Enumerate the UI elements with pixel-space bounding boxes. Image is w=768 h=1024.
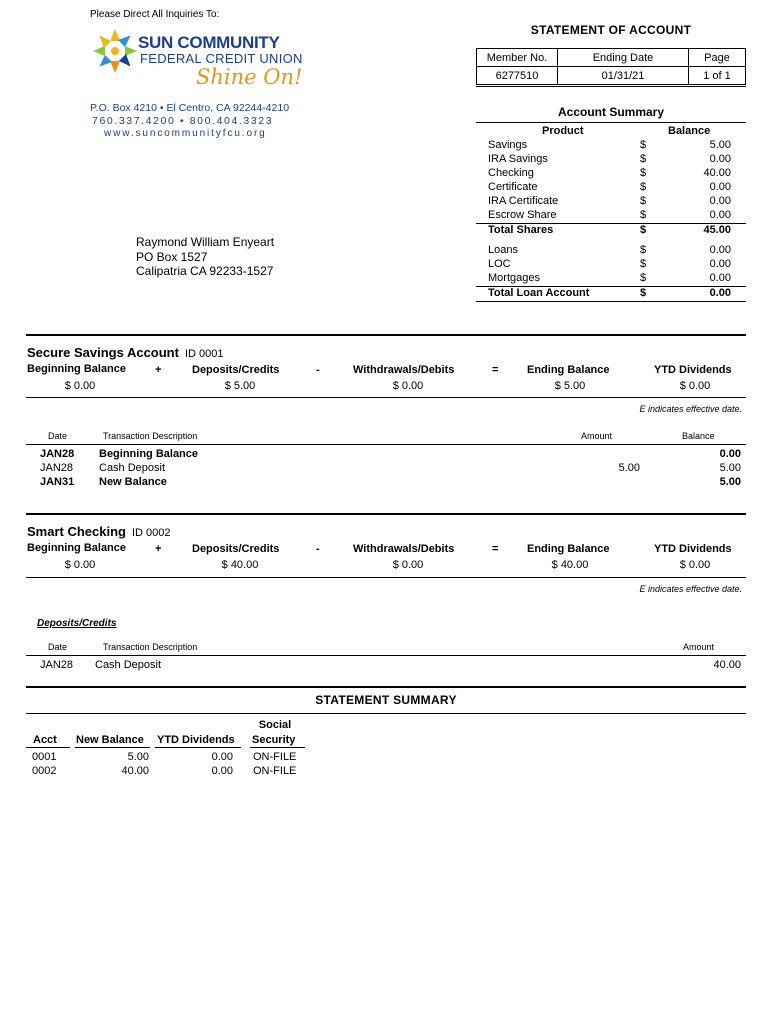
checking-effective-note: E indicates effective date. [639,584,742,594]
product-name: Checking [488,167,534,179]
product-name: Escrow Share [488,209,557,221]
checking-ending-label: Ending Balance [527,543,610,555]
account-summary-header [476,125,746,139]
checking-ytd-label: YTD Dividends [654,543,732,555]
col-new-balance: New Balance [76,734,144,746]
product-balance: 0.00 [709,195,731,207]
checking-minus: - [316,543,320,555]
ending-date-header: Ending Date [558,49,689,67]
product-balance: 45.00 [703,224,731,236]
checking-withdrawals-label: Withdrawals/Debits [353,543,455,555]
tx-balance: 0.00 [719,448,741,460]
currency-symbol: $ [640,224,647,236]
currency-symbol: $ [640,181,647,193]
checking-title-text: Smart Checking [27,524,126,539]
currency-symbol: $ [640,167,647,179]
product-balance: 0.00 [709,209,731,221]
currency-symbol: $ [640,153,647,165]
transaction-row [26,448,746,462]
summary-row [26,765,326,779]
col-social-line1: Social [258,719,292,731]
transaction-row [26,476,746,490]
product-balance: 0.00 [709,258,731,270]
savings-date-header: Date [48,431,68,441]
tx-amount: 40.00 [713,659,741,671]
savings-effective-note: E indicates effective date. [639,404,742,414]
statement-title: STATEMENT OF ACCOUNT [530,23,692,37]
ending-date: 01/31/21 [558,67,689,85]
member-name: Raymond William Enyeart [136,235,275,249]
checking-amount-header: Amount [683,642,715,652]
col-social-line2: Security [252,734,296,746]
checking-beginning-value: $ 0.00 [64,559,96,571]
account-summary-title: Account Summary [557,105,665,119]
savings-plus: + [155,364,162,376]
logo-tagline: Shine On! [196,65,303,89]
product-balance: 40.00 [703,167,731,179]
savings-deposits-value: $ 5.00 [224,380,256,392]
member-city: Calipatria CA 92233-1527 [136,264,274,278]
product-balance: 0.00 [709,153,731,165]
loan-row [476,258,746,272]
checking-transactions [26,659,746,673]
savings-ending-label: Ending Balance [527,364,610,376]
col-ytd-dividends: YTD Dividends [157,734,235,746]
share-row [476,167,746,181]
product-balance: 0.00 [709,287,731,299]
statement-summary-title: STATEMENT SUMMARY [315,693,457,707]
col-acct: Acct [33,734,57,746]
sun-logo-icon [92,28,138,74]
inquiries-label: Please Direct All Inquiries To: [90,9,220,20]
savings-ending-value: $ 5.00 [554,380,586,392]
savings-withdrawals-label: Withdrawals/Debits [353,364,455,376]
savings-amount-header: Amount [581,431,613,441]
savings-balance-header: Balance [682,431,715,441]
checking-equals: = [492,543,499,555]
total-shares [476,224,746,238]
checking-account-title [27,524,171,539]
product-name: IRA Certificate [488,195,559,207]
product-balance: 0.00 [709,181,731,193]
product-name: Total Shares [488,224,554,236]
tx-description: Cash Deposit [95,659,162,671]
statement-summary-rows [26,751,326,779]
savings-title-text: Secure Savings Account [27,345,179,360]
checking-ytd-value: $ 0.00 [679,559,711,571]
share-row [476,139,746,153]
balance-header: Balance [668,125,711,137]
product-balance: 0.00 [709,244,731,256]
currency-symbol: $ [640,258,647,270]
summary-row [26,751,326,765]
cu-website[interactable]: www.suncommunityfcu.org [104,128,267,139]
product-name: LOC [488,258,511,270]
summary-ytd: 0.00 [211,751,233,763]
member-no-header: Member No. [477,49,558,67]
checking-deposits-label: Deposits/Credits [192,543,280,555]
logo-name: SUN COMMUNITY [138,33,280,52]
savings-ytd-value: $ 0.00 [679,380,711,392]
product-name: Loans [488,244,518,256]
checking-desc-header: Transaction Description [103,642,198,652]
summary-acct: 0002 [32,765,57,777]
currency-symbol: $ [640,209,647,221]
savings-account-title [27,345,224,360]
savings-transactions [26,448,746,490]
tx-date: JAN28 [40,462,74,474]
share-row [476,181,746,195]
currency-symbol: $ [640,139,647,151]
currency-symbol: $ [640,287,647,299]
product-name: IRA Savings [488,153,548,165]
deposits-credits-heading: Deposits/Credits [37,618,117,629]
product-balance: 0.00 [709,272,731,284]
checking-ending-value: $ 40.00 [551,559,589,571]
loans-list [476,244,746,286]
page-number: 1 of 1 [689,67,746,85]
savings-deposits-label: Deposits/Credits [192,364,280,376]
summary-social: ON-FILE [253,751,297,763]
tx-description: Beginning Balance [99,448,199,460]
member-address [136,235,274,279]
share-row [476,209,746,223]
statement-info-table [476,48,746,85]
currency-symbol: $ [640,244,647,256]
product-balance: 5.00 [709,139,731,151]
checking-withdrawals-value: $ 0.00 [392,559,424,571]
member-no: 6277510 [477,67,558,85]
savings-account-id: ID 0001 [184,348,224,360]
checking-deposits-value: $ 40.00 [221,559,259,571]
tx-balance: 5.00 [719,476,741,488]
currency-symbol: $ [640,272,647,284]
product-name: Total Loan Account [488,287,590,299]
savings-minus: - [316,364,320,376]
total-shares-row [476,224,746,238]
savings-desc-header: Transaction Description [103,431,198,441]
product-name: Savings [488,139,528,151]
share-row [476,153,746,167]
summary-acct: 0001 [32,751,57,763]
checking-date-header: Date [48,642,68,652]
tx-balance: 5.00 [719,462,741,474]
summary-social: ON-FILE [253,765,297,777]
cu-address: P.O. Box 4210 • El Centro, CA 92244-4210 [90,102,290,114]
product-header: Product [542,125,584,137]
summary-new-balance: 5.00 [127,751,149,763]
checking-beginning-label: Beginning Balance [27,542,127,554]
member-street: PO Box 1527 [136,249,208,264]
tx-description: New Balance [99,476,167,488]
transaction-row [26,462,746,476]
checking-account-id: ID 0002 [131,527,171,539]
total-loans-row [476,287,746,301]
shares-list [476,139,746,223]
cu-phone: 760.337.4200 • 800.404.3323 [92,115,274,127]
total-loans [476,287,746,301]
summary-new-balance: 40.00 [121,765,149,777]
currency-symbol: $ [640,195,647,207]
tx-amount: 5.00 [618,462,640,474]
product-name: Mortgages [488,272,540,284]
summary-ytd: 0.00 [211,765,233,777]
savings-equals: = [492,364,499,376]
savings-beginning-label: Beginning Balance [27,363,127,375]
transaction-row [26,659,746,673]
savings-ytd-label: YTD Dividends [654,364,732,376]
share-row [476,195,746,209]
savings-beginning-value: $ 0.00 [64,380,96,392]
tx-date: JAN28 [40,659,74,671]
tx-description: Cash Deposit [99,462,166,474]
product-name: Certificate [488,181,538,193]
checking-plus: + [155,543,162,555]
loan-row [476,244,746,258]
tx-date: JAN28 [40,448,75,460]
page-header: Page [689,49,746,67]
logo-subtitle: FEDERAL CREDIT UNION [140,51,303,66]
loan-row [476,272,746,286]
tx-date: JAN31 [40,476,75,488]
savings-withdrawals-value: $ 0.00 [392,380,424,392]
